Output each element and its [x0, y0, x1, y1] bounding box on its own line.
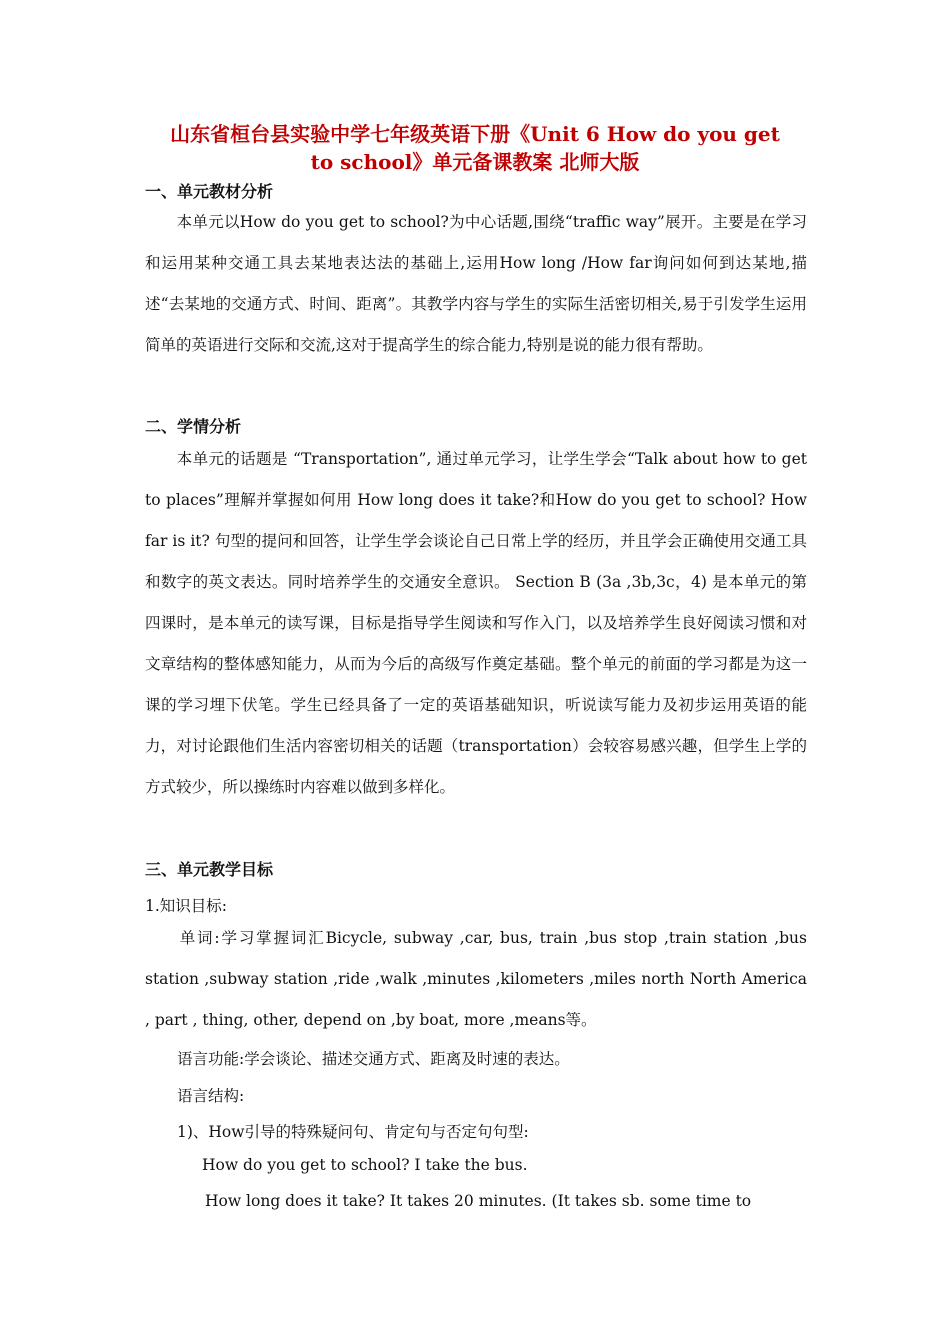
structure-point-1: 1)、How引导的特殊疑问句、肯定句与否定句句型: — [177, 1123, 529, 1141]
section-2-paragraph: 本单元的话题是 “Transportation”, 通过单元学习，让学生学会“Talk about how to get to places”理解并掌握如何用 How long does it take?和How do you get to school? How far is it? 句型的提问和回答，让学生学会谈论自己日常上学的经历，并且学会正确使用交通工具和数字的英文表达。同时培养学生的交通安全意识。 Section B (3a ,3b,3c，4) 是本单元的第四课时，是本单元的读写课，目标是指导学生阅读和写作入门，以及培养学生良好阅读习惯和对文章结构的整体感知能力，从而为今后的高级写作奠定基础。整个单元的前面的学习都是为这一课的学习埋下伏笔。学生已经具备了一定的英语基础知识，听说读写能力及初步运用英语的能力，对讨论跟他们生活内容密切相关的话题（transportation）会较容易感兴趣，但学生上学的方式较少，所以操练时内容难以做到多样化。 — [145, 450, 807, 796]
title-line-2: to school》单元备课教案 北师大版 — [310, 150, 640, 174]
vocabulary-paragraph: 单词:学习掌握词汇Bicycle, subway ,car, bus, train ,bus stop ,train station ,bus station ,subway station ,ride ,walk ,minutes ,kilometers ,miles north North America , part , thing, other, depend on ,by boat, more ,means等。 — [145, 929, 807, 1029]
document-title — [120, 120, 830, 176]
section-heading-3: 三、单元教学目标 — [145, 860, 274, 879]
language-function-line: 语言功能:学会谈论、描述交通方式、距离及时速的表达。 — [177, 1050, 570, 1068]
knowledge-goal-label: 1.知识目标: — [145, 897, 228, 915]
example-sentence-2: How long does it take? It takes 20 minutes. (It takes sb. some time to — [205, 1192, 752, 1210]
section-1-paragraph: 本单元以How do you get to school?为中心话题,围绕“traffic way”展开。主要是在学习和运用某种交通工具去某地表达法的基础上,运用How long /How far询问如何到达某地,描述“去某地的交通方式、时间、距离”。其教学内容与学生的实际生活密切相关,易于引发学生运用简单的英语进行交际和交流,这对于提高学生的综合能力,特别是说的能力很有帮助。 — [145, 213, 807, 354]
example-sentence-1: How do you get to school? I take the bus. — [202, 1156, 528, 1174]
title-line-1: 山东省桓台县实验中学七年级英语下册《Unit 6 How do you get — [170, 122, 780, 146]
language-structure-label: 语言结构: — [177, 1087, 245, 1105]
section-heading-1: 一、单元教材分析 — [145, 182, 274, 201]
section-heading-2: 二、学情分析 — [145, 417, 242, 436]
